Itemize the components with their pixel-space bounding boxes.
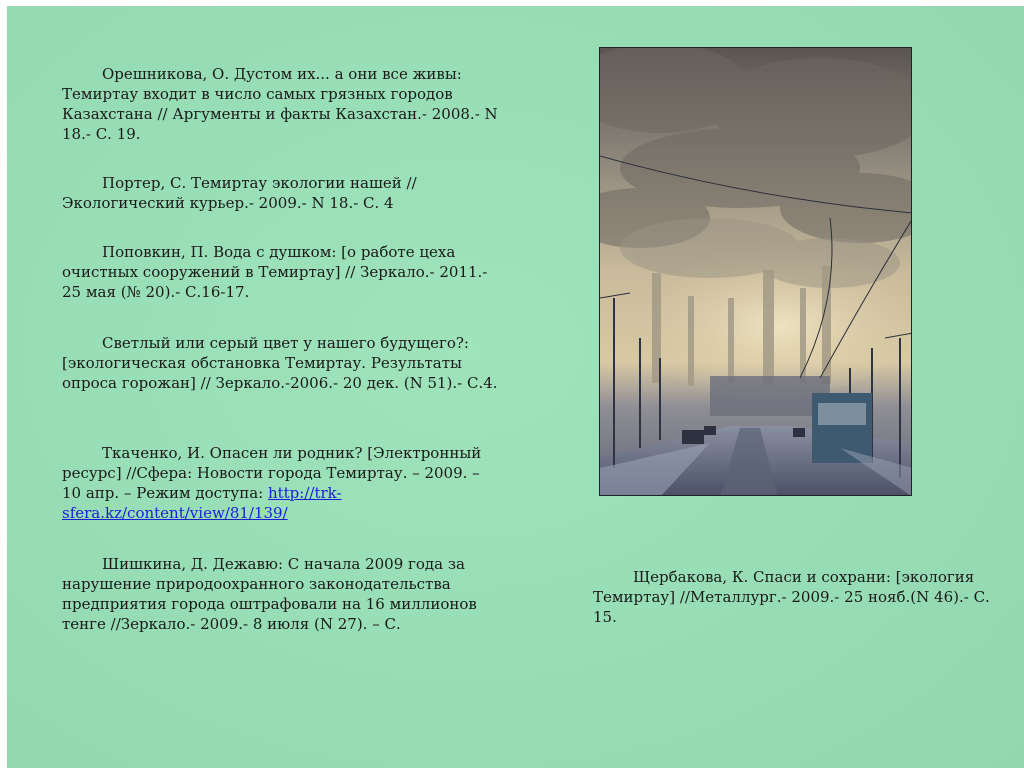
bibliography-entry-svetlyi: Светлый или серый цвет у нашего будущего?: [экологическая обстановка Темиртау. Результаты опроса горожан] // Зеркало.-2006.- 20 дек. (N 51).- С.4. bbox=[62, 334, 498, 392]
bibliography-entry-porter: Портер, С. Темиртау экологии нашей //Экологический курьер.- 2009.- N 18.- С. 4 bbox=[62, 174, 417, 212]
city-smog-photo bbox=[599, 47, 912, 496]
bibliography-entry-shishkina: Шишкина, Д. Дежавю: С начала 2009 года за нарушение природоохранного законодательства предприятия города оштрафовали на 16 миллионов тенге //Зеркало.- 2009.- 8 июля (N 27). – С. bbox=[62, 555, 477, 633]
bibliography-entry-popovkin: Поповкин, П. Вода с душком: [о работе цеха очистных сооружений в Темиртау] // Зеркало.- 2011.- 25 мая (№ 20).- С.16-17. bbox=[62, 243, 488, 301]
bibliography-entry-oreshnikova: Орешникова, О. Дустом их... а они все живы: Темиртау входит в число самых грязных городов Казахстана // Аргументы и факты Казахстан.- 2008.- N 18.- С. 19. bbox=[62, 65, 498, 143]
bibliography-entry-tkachenko bbox=[62, 443, 502, 523]
entry-text: Ткаченко, И. Опасен ли родник? [Электронный ресурс] //Сфера: Новости города Темиртау. – 2009. – 10 апр. – Режим доступа: bbox=[62, 444, 482, 502]
bibliography-entry-shcherbakova: Щербакова, К. Спаси и сохрани: [экология Темиртау] //Металлург.- 2009.- 25 нояб.(N 46).- С. 15. bbox=[593, 568, 990, 626]
resource-link[interactable]: http://trk-sfera.kz/content/view/81/139/ bbox=[62, 484, 342, 522]
